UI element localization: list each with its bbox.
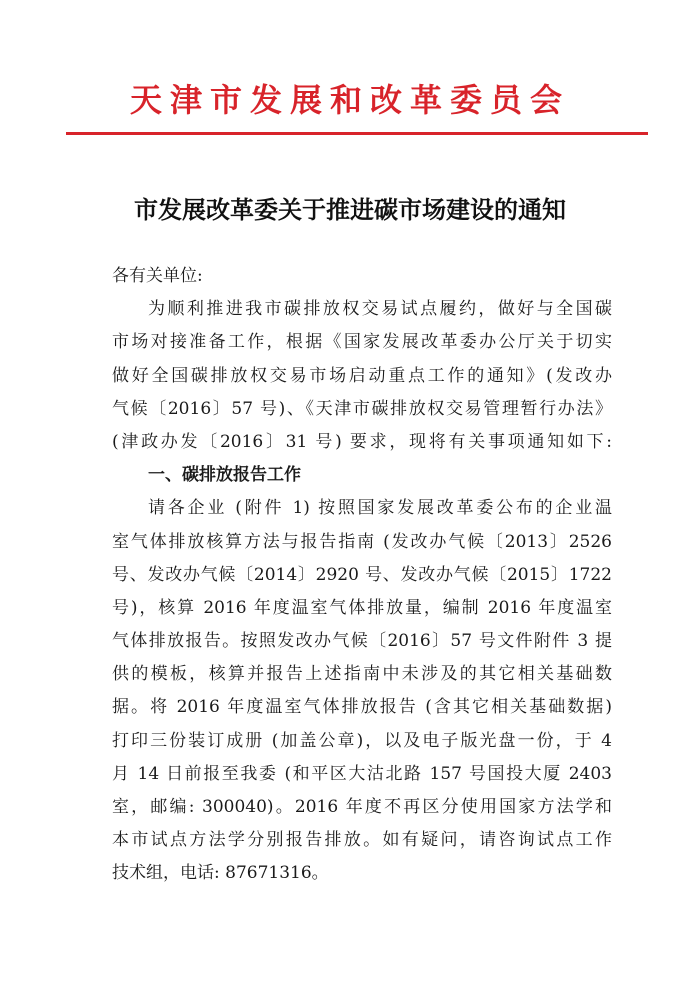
document-title: 市发展改革委关于推进碳市场建设的通知	[134, 195, 566, 224]
paragraph-2-line: 技术组，电话: 87671316。	[112, 863, 329, 884]
paragraph-2-line: 号)，核算 2016 年度温室气体排放量，编制 2016 年度温室	[112, 597, 612, 618]
organization-header: 天津市发展和改革委员会	[129, 81, 570, 119]
paragraph-2-line: 打印三份装订成册 (加盖公章)，以及电子版光盘一份，于 4	[112, 730, 612, 751]
paragraph-2-line: 月 14 日前报至我委 (和平区大沽北路 157 号国投大厦 2403	[112, 763, 612, 784]
paragraph-1-line: 做好全国碳排放权交易市场启动重点工作的通知》(发改办	[112, 365, 612, 386]
paragraph-2-line: 请各企业 (附件 1) 按照国家发展改革委公布的企业温	[148, 498, 612, 519]
header-red-rule	[66, 132, 648, 135]
paragraph-2-line: 室气体排放核算方法与报告指南 (发改办气候〔2013〕2526	[112, 531, 612, 552]
paragraph-1-line: 市场对接准备工作，根据《国家发展改革委办公厅关于切实	[112, 332, 612, 353]
paragraph-1-line: (津政办发〔2016〕31 号) 要求，现将有关事项通知如下:	[112, 431, 612, 452]
paragraph-2-line: 气体排放报告。按照发改办气候〔2016〕57 号文件附件 3 提	[112, 631, 612, 652]
paragraph-2-line: 供的模板，核算并报告上述指南中未涉及的其它相关基础数	[112, 664, 612, 685]
paragraph-2-line: 据。将 2016 年度温室气体排放报告 (含其它相关基础数据)	[112, 697, 612, 718]
paragraph-1-line: 为顺利推进我市碳排放权交易试点履约，做好与全国碳	[148, 299, 612, 320]
paragraph-2-line: 本市试点方法学分别报告排放。如有疑问，请咨询试点工作	[112, 830, 612, 851]
document-body	[112, 260, 612, 891]
salutation: 各有关单位:	[112, 266, 203, 286]
paragraph-1-line: 气候〔2016〕57 号)、《天津市碳排放权交易管理暂行办法》	[112, 398, 612, 419]
section-1-heading: 一、碳排放报告工作	[148, 465, 301, 486]
paragraph-2-line: 号、发改办气候〔2014〕2920 号、发改办气候〔2015〕1722	[112, 564, 612, 585]
paragraph-2-line: 室，邮编: 300040)。2016 年度不再区分使用国家方法学和	[112, 797, 612, 817]
